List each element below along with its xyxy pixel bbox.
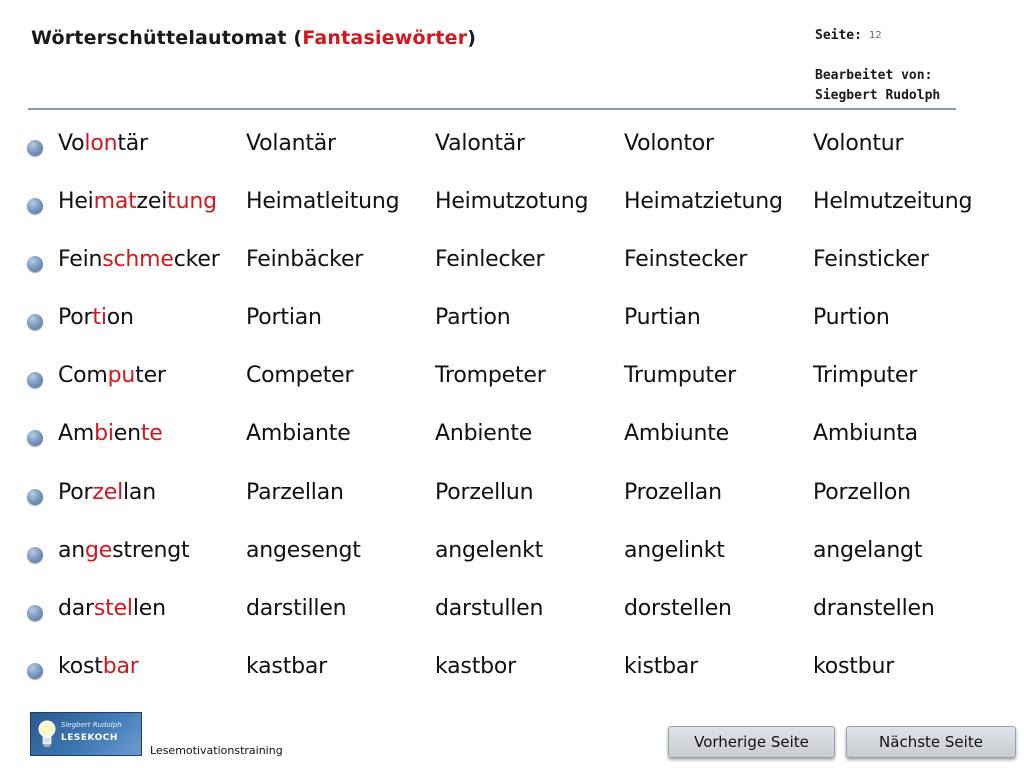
next-page-button[interactable]: Nächste Seite [846, 726, 1016, 758]
variant-word: Volantär [246, 131, 336, 156]
edited-by [815, 66, 940, 106]
word-row [24, 650, 1014, 708]
syllable: Fein [58, 247, 103, 273]
highlighted-syllable: tung [167, 189, 217, 215]
variant-word: Heimatleitung [246, 189, 400, 215]
bullet-icon [27, 198, 43, 214]
syllable: Hei [58, 189, 94, 215]
variant-word: Porzellon [813, 479, 911, 505]
syllable: dar [58, 595, 94, 621]
bullet-icon [27, 605, 43, 621]
variant-word: Trompeter [435, 363, 546, 389]
variant-word: Ambiunte [624, 421, 730, 447]
title-accent: Fantasiewörter [302, 27, 468, 49]
bullet-icon [27, 314, 43, 330]
highlighted-syllable: zel [92, 479, 123, 505]
footer-label: Lesemotivationstraining [150, 744, 283, 757]
page-number: 12 [869, 30, 882, 41]
variant-word: Partion [435, 305, 511, 331]
variant-word: Volontor [624, 131, 714, 156]
variant-word: angelangt [813, 537, 923, 563]
syllable: lan [123, 479, 156, 505]
variant-word: angesengt [246, 537, 361, 563]
variant-word: Ambiunta [813, 421, 918, 447]
word-grid [24, 127, 1014, 708]
target-word [58, 654, 139, 679]
variant-word: Ambiante [246, 421, 351, 447]
variant-word: Trimputer [813, 363, 918, 389]
variant-word: kastbar [246, 653, 328, 679]
lightbulb-icon [37, 719, 57, 749]
logo-author: Siegbert Rudolph [61, 721, 122, 729]
page-title [31, 27, 476, 49]
variant-word: Heimatzietung [624, 189, 783, 215]
highlighted-syllable: pu [107, 363, 136, 389]
variant-word: Parzellan [246, 479, 344, 505]
target-word [58, 480, 156, 505]
highlighted-syllable: te [140, 421, 163, 447]
highlighted-syllable: schme [102, 247, 174, 273]
logo-brand: LESEKOCH [61, 733, 118, 743]
variant-word: Feinbäcker [246, 247, 364, 273]
word-row [24, 534, 1014, 592]
target-word [58, 596, 166, 621]
syllable: tär [117, 131, 148, 156]
lesekoch-logo [30, 712, 142, 756]
variant-word: Feinstecker [624, 247, 748, 273]
target-word [58, 421, 163, 446]
word-row [24, 185, 1014, 243]
syllable: strengt [112, 537, 190, 563]
variant-word: Portian [246, 305, 322, 331]
syllable: Com [58, 363, 108, 389]
syllable: cker [173, 247, 220, 273]
variant-word: kostbur [813, 653, 895, 679]
variant-word: Purtian [624, 305, 701, 331]
syllable: ter [135, 363, 166, 389]
syllable: on [106, 305, 134, 331]
word-row [24, 476, 1014, 534]
variant-word: Porzellun [435, 479, 534, 505]
previous-page-button[interactable]: Vorherige Seite [668, 726, 835, 758]
edited-by-label: Bearbeitet von: [815, 68, 933, 83]
highlighted-syllable: lon [84, 131, 118, 156]
highlighted-syllable: bi [94, 421, 114, 447]
variant-word: Feinsticker [813, 247, 929, 273]
variant-word: Prozellan [624, 479, 722, 505]
syllable: zei [136, 189, 168, 215]
variant-word: kastbor [435, 653, 516, 679]
variant-word: Valontär [435, 131, 525, 156]
title-prefix: Wörterschüttelautomat ( [31, 27, 303, 49]
word-row [24, 359, 1014, 417]
highlighted-syllable: mat [93, 189, 137, 215]
target-word [58, 538, 189, 563]
syllable: Por [58, 479, 93, 505]
syllable: Vo [58, 131, 85, 156]
syllable: an [58, 537, 86, 563]
page-meta [815, 28, 941, 103]
bullet-icon [27, 372, 43, 388]
variant-word: Feinlecker [435, 247, 545, 273]
variant-word: dorstellen [624, 595, 732, 621]
highlighted-syllable: bar [102, 653, 139, 679]
word-row [24, 592, 1014, 650]
bullet-icon [27, 547, 43, 563]
target-word [58, 247, 220, 272]
header-divider [28, 108, 956, 110]
target-word [58, 189, 217, 214]
variant-word: Heimutzotung [435, 189, 589, 215]
target-word [58, 363, 166, 388]
variant-word: Trumputer [624, 363, 736, 389]
page-label: Seite: [815, 28, 862, 43]
syllable: Am [58, 421, 95, 447]
target-word [58, 131, 148, 156]
bullet-icon [27, 256, 43, 272]
variant-word: Competer [246, 363, 354, 389]
title-suffix: ) [467, 27, 477, 49]
syllable: en [113, 421, 141, 447]
bullet-icon [27, 140, 43, 156]
variant-word: Helmutzeitung [813, 189, 973, 215]
variant-word: kistbar [624, 653, 699, 679]
target-word [58, 305, 134, 330]
highlighted-syllable: ti [92, 305, 107, 331]
word-row [24, 127, 1014, 185]
syllable: Por [58, 305, 93, 331]
variant-word: dranstellen [813, 595, 935, 621]
variant-word: darstillen [246, 595, 347, 621]
variant-word: Volontur [813, 131, 904, 156]
variant-word: Anbiente [435, 421, 533, 447]
variant-word: Purtion [813, 305, 890, 331]
highlighted-syllable: stel [93, 595, 133, 621]
variant-word: angelenkt [435, 537, 544, 563]
author-name: Siegbert Rudolph [815, 88, 941, 103]
variant-word: darstullen [435, 595, 544, 621]
syllable: len [132, 595, 166, 621]
bullet-icon [27, 663, 43, 679]
syllable: kost [58, 653, 103, 679]
highlighted-syllable: ge [85, 537, 113, 563]
bullet-icon [27, 430, 43, 446]
word-row [24, 243, 1014, 301]
bullet-icon [27, 489, 43, 505]
word-row [24, 301, 1014, 359]
word-row [24, 417, 1014, 475]
variant-word: angelinkt [624, 537, 725, 563]
